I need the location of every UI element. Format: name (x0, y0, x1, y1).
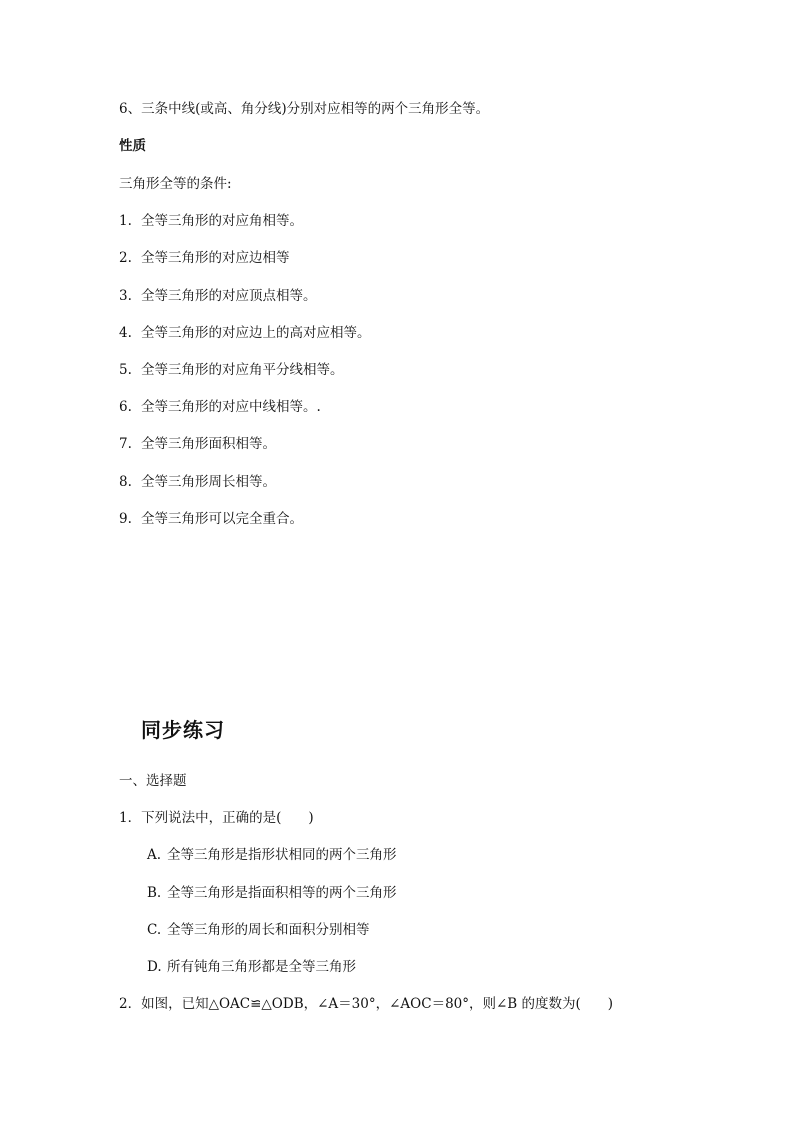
question-1-stem: 1．下列说法中，正确的是( ) (119, 810, 314, 826)
item-text: 全等三角形的对应中线相等。. (141, 399, 321, 415)
list-item (119, 473, 276, 491)
item-text: 全等三角形的对应顶点相等。 (141, 288, 317, 304)
option-letter: A. (147, 847, 162, 863)
list-item (119, 435, 276, 453)
item-number: 7. (119, 436, 132, 452)
option-c (147, 921, 370, 939)
item-text: 全等三角形的对应角平分线相等。 (141, 362, 344, 378)
item-number: 8. (119, 474, 132, 490)
item-number: 9. (119, 511, 132, 527)
conditions-title: 三角形全等的条件: (119, 176, 232, 192)
item-number: 3. (119, 288, 132, 304)
option-text: 全等三角形是指面积相等的两个三角形 (167, 885, 397, 901)
option-text: 全等三角形是指形状相同的两个三角形 (167, 847, 397, 863)
option-letter: D. (147, 959, 162, 975)
intro-line: 6、三条中线(或高、角分线)分别对应相等的两个三角形全等。 (119, 101, 490, 117)
list-item (119, 324, 371, 342)
option-d (147, 958, 356, 976)
option-text: 所有钝角三角形都是全等三角形 (167, 959, 356, 975)
option-a (147, 846, 397, 864)
option-letter: C. (147, 922, 162, 938)
list-item (119, 249, 290, 267)
item-number: 6. (119, 399, 132, 415)
list-item (119, 287, 317, 305)
option-letter: B. (147, 885, 162, 901)
list-item (119, 212, 303, 230)
exercise-heading: 同步练习 (141, 718, 225, 742)
item-number: 1. (119, 213, 132, 229)
item-text: 全等三角形可以完全重合。 (141, 511, 303, 527)
option-text: 全等三角形的周长和面积分别相等 (167, 922, 370, 938)
item-text: 全等三角形面积相等。 (141, 436, 276, 452)
item-number: 5. (119, 362, 132, 378)
list-item (119, 398, 321, 416)
property-heading: 性质 (119, 138, 146, 154)
item-text: 全等三角形的对应边相等 (141, 250, 290, 266)
item-number: 2. (119, 250, 132, 266)
item-text: 全等三角形的对应边上的高对应相等。 (141, 325, 371, 341)
question-2-stem: 2．如图，已知△OAC≌△ODB，∠A＝30°，∠AOC＝80°，则∠B 的度数为( ) (119, 996, 614, 1012)
item-number: 4. (119, 325, 132, 341)
list-item (119, 510, 303, 528)
option-b (147, 884, 397, 902)
item-text: 全等三角形周长相等。 (141, 474, 276, 490)
list-item (119, 361, 344, 379)
section-label: 一、选择题 (119, 773, 187, 789)
item-text: 全等三角形的对应角相等。 (141, 213, 303, 229)
